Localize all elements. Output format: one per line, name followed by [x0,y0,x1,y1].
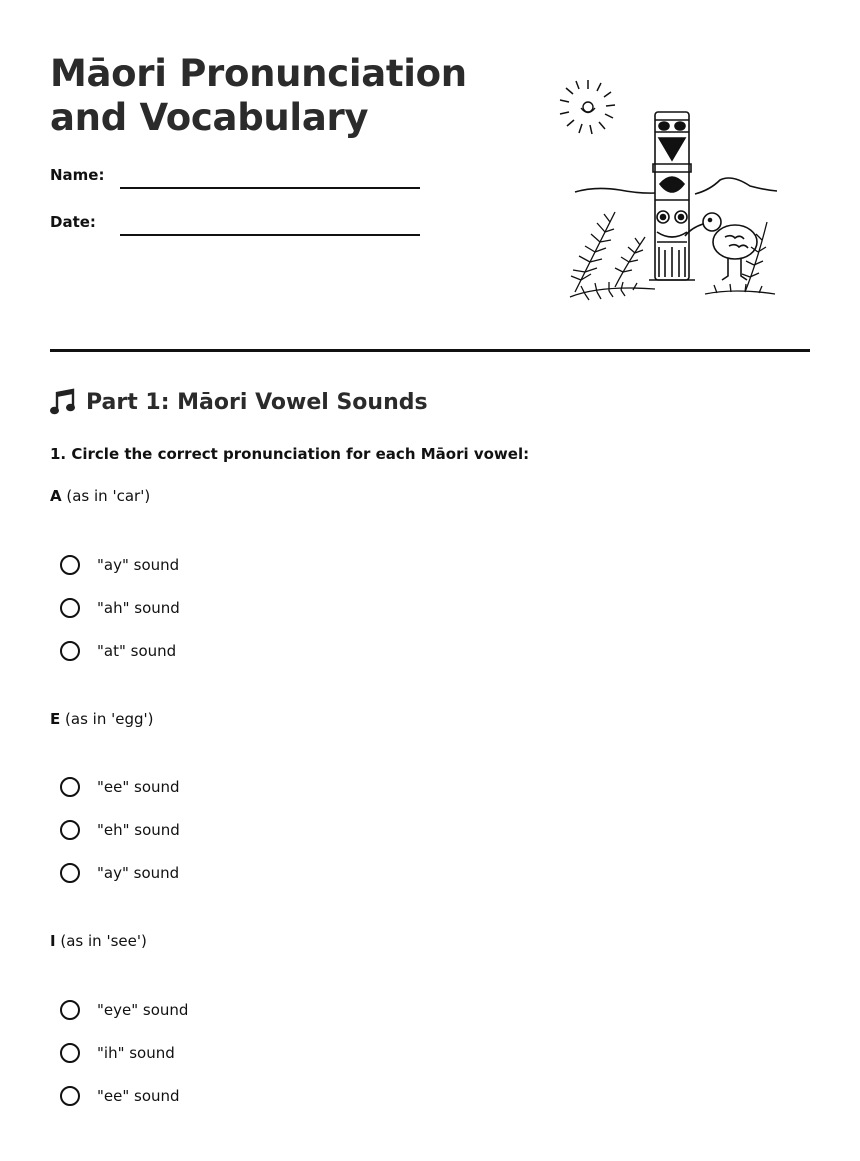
option-e-2[interactable] [60,820,180,840]
radio-circle[interactable] [60,555,80,575]
title-line-1: Māori Pronunciation [50,52,467,95]
music-note-icon [50,388,76,416]
vowel-i-prompt [50,932,147,950]
option-label: "ay" sound [97,556,180,574]
option-label: "eye" sound [97,1001,189,1019]
radio-circle[interactable] [60,1043,80,1063]
option-label: "eh" sound [97,821,180,839]
option-label: "at" sound [97,642,177,660]
option-a-3[interactable] [60,641,176,661]
radio-circle[interactable] [60,820,80,840]
option-label: "ih" sound [97,1044,175,1062]
option-label: "ah" sound [97,599,180,617]
maori-scene-illustration [545,72,785,302]
option-label: "ee" sound [97,778,180,796]
radio-circle[interactable] [60,598,80,618]
page-title [50,52,467,140]
vowel-a-prompt [50,487,150,505]
part1-heading [50,388,428,416]
option-label: "ee" sound [97,1087,180,1105]
option-label: "ay" sound [97,864,180,882]
vowel-letter: E [50,710,61,728]
radio-circle[interactable] [60,777,80,797]
vowel-hint: (as in 'see') [60,932,147,950]
option-e-3[interactable] [60,863,179,883]
vowel-letter: I [50,932,56,950]
radio-circle[interactable] [60,1086,80,1106]
vowel-hint: (as in 'car') [66,487,151,505]
option-i-3[interactable] [60,1086,180,1106]
vowel-letter: A [50,487,62,505]
kiwi-bird-icon [685,213,757,280]
radio-circle[interactable] [60,641,80,661]
sun-icon [560,80,615,134]
option-i-2[interactable] [60,1043,175,1063]
name-field[interactable] [120,187,420,189]
radio-circle[interactable] [60,1000,80,1020]
vowel-e-prompt [50,710,153,728]
name-label: Name: [50,166,105,184]
option-a-1[interactable] [60,555,179,575]
date-field[interactable] [120,234,420,236]
question-1: 1. Circle the correct pronunciation for each Māori vowel: [50,445,530,463]
radio-circle[interactable] [60,863,80,883]
date-label: Date: [50,213,96,231]
vowel-hint: (as in 'egg') [65,710,154,728]
title-line-2: and Vocabulary [50,96,369,139]
option-e-1[interactable] [60,777,180,797]
part1-title: Part 1: Māori Vowel Sounds [86,389,428,415]
option-i-1[interactable] [60,1000,188,1020]
section-divider [50,349,810,352]
tiki-totem-icon [649,112,695,280]
option-a-2[interactable] [60,598,180,618]
